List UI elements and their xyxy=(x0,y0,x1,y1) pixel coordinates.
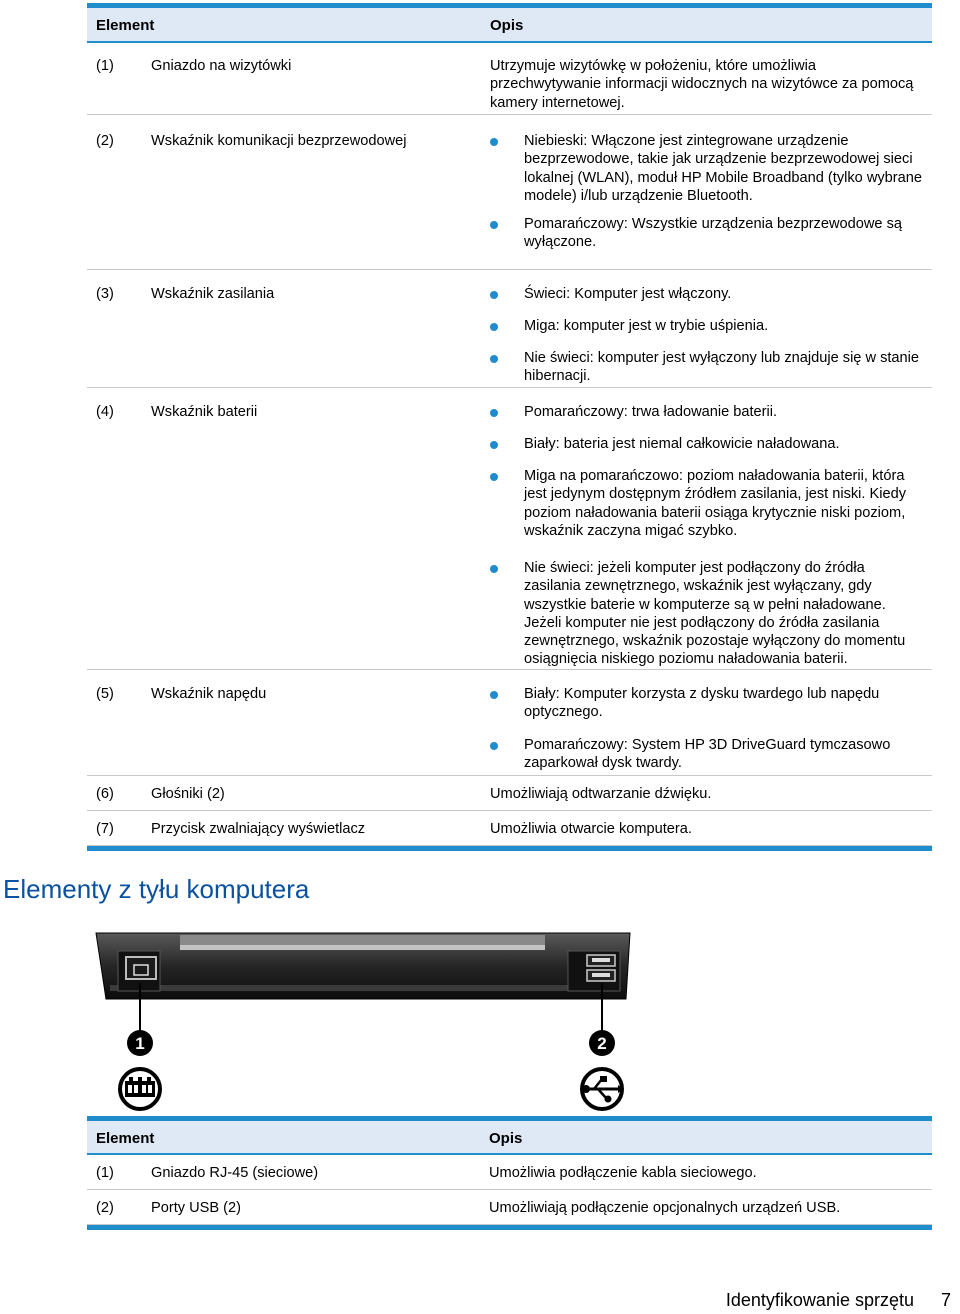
table-row xyxy=(87,811,932,846)
row-number: (1) xyxy=(96,58,114,74)
network-icon xyxy=(120,1069,160,1109)
description-line: kamery internetowej. xyxy=(490,94,625,111)
header-element: Element xyxy=(96,17,155,34)
row-number: (1) xyxy=(96,1165,114,1181)
table-row xyxy=(87,388,932,670)
bullet-line: wskaźnik zaczyna migać szybko. xyxy=(524,522,738,539)
table-row xyxy=(87,43,932,115)
row-number: (3) xyxy=(96,286,114,302)
table-row xyxy=(87,670,932,776)
table-row xyxy=(87,1155,932,1190)
bullet-line: osiągnięcia niskiego poziomu naładowania baterii. xyxy=(524,651,848,668)
bullet-line: Niebieski: Włączone jest zintegrowane urządzenie xyxy=(524,133,849,149)
bullet-icon xyxy=(490,221,498,229)
header-element: Element xyxy=(96,1130,155,1147)
section-heading: Elementy z tyłu komputera xyxy=(3,874,310,904)
components-table-2 xyxy=(87,1116,932,1230)
row-element-name: Gniazdo RJ-45 (sieciowe) xyxy=(151,1165,319,1181)
bullet-line: zasilania zewnętrznego, wskaźnik jest wyłączany, gdy xyxy=(524,578,872,595)
bullet-icon xyxy=(490,473,498,481)
bullet-text xyxy=(524,132,929,205)
page-number: 7 xyxy=(940,1290,951,1310)
bullet-line: Nie świeci: komputer jest wyłączony lub znajduje się w stanie xyxy=(524,350,920,366)
bullet-icon xyxy=(490,565,498,573)
table-row xyxy=(87,776,932,811)
bullet-line: Nie świeci: jeżeli komputer jest podłączony do źródła xyxy=(524,560,865,576)
bullet-line: Miga: komputer jest w trybie uśpienia. xyxy=(524,318,769,334)
bullet-text xyxy=(524,215,929,252)
row-element-name: Przycisk zwalniający wyświetlacz xyxy=(151,821,366,837)
bullet-icon xyxy=(490,138,498,146)
row-element-name: Porty USB (2) xyxy=(151,1200,242,1216)
row-number: (2) xyxy=(96,133,114,149)
row-element-name: Głośniki (2) xyxy=(151,786,225,802)
table-bottom-rule xyxy=(87,846,932,851)
bullet-line: jest jedynym dostępnym źródłem zasilania, jest niski. Kiedy xyxy=(524,486,907,503)
table-row xyxy=(87,270,932,388)
table-header xyxy=(87,8,932,41)
bullet-line: Świeci: Komputer jest włączony. xyxy=(524,286,732,302)
components-table-1 xyxy=(87,3,932,851)
header-description: Opis xyxy=(490,17,524,34)
bullet-text xyxy=(524,559,929,669)
rear-view-illustration xyxy=(90,925,650,1115)
bullet-icon xyxy=(490,409,498,417)
row-element-name: Wskaźnik napędu xyxy=(151,686,267,702)
bullet-icon xyxy=(490,441,498,449)
usb-icon xyxy=(582,1069,624,1109)
callout-1: 1 xyxy=(135,1034,145,1053)
row-element-name: Wskaźnik komunikacji bezprzewodowej xyxy=(151,133,407,149)
bullet-line: Pomarańczowy: trwa ładowanie baterii. xyxy=(524,404,778,420)
bullet-text xyxy=(524,467,929,540)
row-number: (7) xyxy=(96,821,114,837)
row-number: (2) xyxy=(96,1200,114,1216)
row-number: (4) xyxy=(96,404,114,420)
row-description: Umożliwiają odtwarzanie dźwięku. xyxy=(490,786,712,802)
bullet-line: lokalnej (WLAN), moduł HP Mobile Broadband (tylko wybrane xyxy=(524,169,922,186)
description-line: przechwytywanie informacji widocznych na wizytówce za pomocą xyxy=(490,76,914,93)
bullet-line: Biały: Komputer korzysta z dysku twardego lub napędu xyxy=(524,686,880,702)
bullet-line: modele) i/lub urządzenie Bluetooth. xyxy=(524,187,753,204)
bullet-line: poziom naładowania baterii osiąga krytycznie niski poziom, xyxy=(524,504,906,521)
row-element-name: Wskaźnik zasilania xyxy=(151,286,275,302)
row-number: (6) xyxy=(96,786,114,802)
bullet-line: zaparkował dysk twardy. xyxy=(524,755,682,772)
table-header xyxy=(87,1121,932,1153)
table-row xyxy=(87,115,932,270)
bullet-icon xyxy=(490,355,498,363)
table-row xyxy=(87,1190,932,1225)
row-description xyxy=(490,57,930,112)
bullet-line: wszystkie baterie w komputerze są w pełni naładowane. xyxy=(524,596,886,613)
bullet-icon xyxy=(490,323,498,331)
header-description: Opis xyxy=(489,1130,523,1147)
bullet-icon xyxy=(490,742,498,750)
bullet-line: Pomarańczowy: System HP 3D DriveGuard tymczasowo xyxy=(524,737,891,753)
bullet-icon xyxy=(490,691,498,699)
row-element-name: Gniazdo na wizytówki xyxy=(151,58,292,74)
bullet-text xyxy=(524,403,929,421)
bullet-text xyxy=(524,317,929,335)
row-element-name: Wskaźnik baterii xyxy=(151,404,258,420)
row-description: Umożliwia podłączenie kabla sieciowego. xyxy=(489,1165,757,1181)
bullet-line: optycznego. xyxy=(524,704,603,721)
bullet-line: Miga na pomarańczowo: poziom naładowania baterii, która xyxy=(524,468,905,484)
bullet-text xyxy=(524,736,929,773)
bullet-line: bezprzewodowe, takie jak urządzenie bezprzewodowej sieci xyxy=(524,151,913,168)
bullet-line: Biały: bateria jest niemal całkowicie naładowana. xyxy=(524,436,840,452)
bullet-text xyxy=(524,285,929,303)
bullet-line: zewnętrznego, wskaźnik pozostaje wyłączony do momentu xyxy=(524,633,906,650)
bullet-line: Pomarańczowy: Wszystkie urządzenia bezprzewodowe są xyxy=(524,216,902,232)
footer-chapter-title: Identyfikowanie sprzętu xyxy=(725,1290,914,1310)
table-bottom-rule xyxy=(87,1225,932,1230)
callout-2: 2 xyxy=(597,1034,607,1053)
row-description: Umożliwia otwarcie komputera. xyxy=(490,821,692,837)
row-number: (5) xyxy=(96,686,114,702)
bullet-icon xyxy=(490,291,498,299)
bullet-text xyxy=(524,685,929,722)
bullet-line: wyłączone. xyxy=(524,234,597,251)
bullet-text xyxy=(524,435,929,453)
description-line: Utrzymuje wizytówkę w położeniu, które umożliwia xyxy=(490,58,817,74)
bullet-line: Jeżeli komputer nie jest podłączony do źródła zasilania xyxy=(524,614,880,631)
bullet-text xyxy=(524,349,929,386)
row-description: Umożliwiają podłączenie opcjonalnych urządzeń USB. xyxy=(489,1200,841,1216)
bullet-line: hibernacji. xyxy=(524,368,591,385)
laptop-rear-image xyxy=(90,925,650,1115)
